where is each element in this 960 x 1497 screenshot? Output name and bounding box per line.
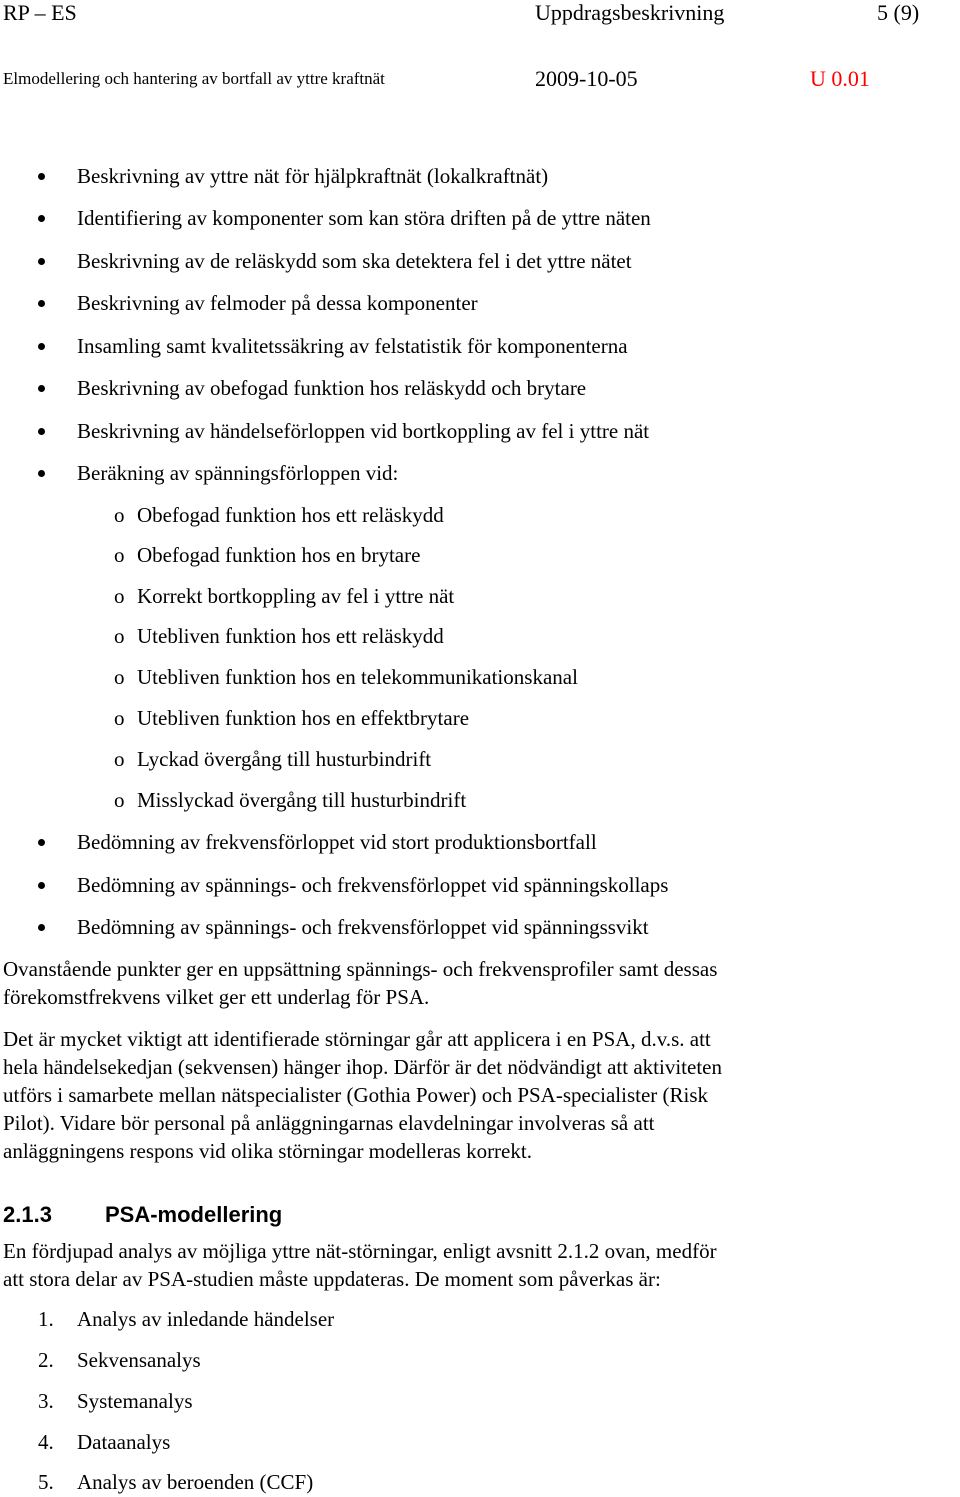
sub-list-item-text: Misslyckad övergång till husturbindrift [137,788,467,812]
item-number: 4. [38,1430,54,1454]
list-item-text: Bedömning av frekvensförloppet vid stort produktionsbortfall [77,830,597,854]
paragraph-line: Ovanstående punkter ger en uppsättning spännings- och frekvensprofiler samt dessas [3,957,718,981]
item-text: Analys av beroenden (CCF) [77,1470,314,1494]
sub-list-item-text: Utebliven funktion hos en telekommunikationskanal [137,665,578,689]
list-item-text: Identifiering av komponenter som kan störa driften på de yttre näten [77,206,651,230]
list-item-text: Bedömning av spännings- och frekvensförloppet vid spänningssvikt [77,915,649,939]
item-text: Analys av inledande händelser [77,1307,335,1331]
header-version: U 0.01 [810,66,870,91]
list-item-text: Beskrivning av yttre nät för hjälpkraftnät (lokalkraftnät) [77,164,549,188]
bullet-icon [38,385,45,392]
list-item-text: Insamling samt kvalitetssäkring av felstatistik för komponenterna [77,334,628,358]
item-number: 1. [38,1307,54,1331]
bullet-icon [38,924,45,931]
sub-bullet-marker: o [114,747,125,771]
header-doc-title: Elmodellering och hantering av bortfall av yttre kraftnät [3,69,385,88]
bullet-icon [38,343,45,350]
list-item-text: Beskrivning av obefogad funktion hos reläskydd och brytare [77,376,587,400]
bullet-icon [38,258,45,265]
list-item-text: Beräkning av spänningsförloppen vid: [77,461,399,485]
bullet-icon [38,300,45,307]
list-item-text: Bedömning av spännings- och frekvensförloppet vid spänningskollaps [77,873,669,897]
bullet-icon [38,470,45,477]
bullet-icon [38,173,45,180]
sub-list-item-text: Utebliven funktion hos ett reläskydd [137,624,444,648]
bullet-icon [38,882,45,889]
paragraph-profiles [3,955,853,1011]
paragraph-line: Det är mycket viktigt att identifierade störningar går att applicera i en PSA, d.v.s. att [3,1027,711,1051]
list-item-text: Beskrivning av de reläskydd som ska detektera fel i det yttre nätet [77,249,632,273]
bullet-icon [38,428,45,435]
sub-bullet-marker: o [114,624,125,648]
sub-bullet-marker: o [114,503,125,527]
sub-list-item-text: Korrekt bortkoppling av fel i yttre nät [137,584,455,608]
sub-bullet-marker: o [114,706,125,730]
item-text: Sekvensanalys [77,1348,201,1372]
sub-list-item-text: Utebliven funktion hos en effektbrytare [137,706,470,730]
sub-bullet-marker: o [114,584,125,608]
paragraph-line: att stora delar av PSA-studien måste uppdateras. De moment som påverkas är: [3,1267,661,1291]
sub-bullet-marker: o [114,543,125,567]
section-number: 2.1.3 [3,1202,52,1227]
item-number: 5. [38,1470,54,1494]
paragraph-line: utförs i samarbete mellan nätspecialister (Gothia Power) och PSA-specialister (Risk [3,1083,709,1107]
header-doc-type: Uppdragsbeskrivning [535,0,725,25]
sub-bullet-marker: o [114,665,125,689]
section-title: PSA-modellering [105,1202,283,1227]
header-date: 2009-10-05 [535,66,638,91]
item-text: Dataanalys [77,1430,171,1454]
paragraph-line: hela händelsekedjan (sekvensen) hänger ihop. Därför är det nödvändigt att aktiviteten [3,1055,722,1079]
item-text: Systemanalys [77,1389,193,1413]
item-number: 3. [38,1389,54,1413]
list-item-text: Beskrivning av felmoder på dessa komponenter [77,291,478,315]
paragraph-importance [3,1025,853,1165]
sub-bullet-marker: o [114,788,125,812]
item-number: 2. [38,1348,54,1372]
sub-list-item-text: Obefogad funktion hos en brytare [137,543,421,567]
sub-list-item-text: Obefogad funktion hos ett reläskydd [137,503,444,527]
paragraph-line: Pilot). Vidare bör personal på anläggningarnas elavdelningar involveras så att [3,1111,655,1135]
paragraph-psa-intro [3,1237,853,1293]
list-item-text: Beskrivning av händelseförloppen vid bortkoppling av fel i yttre nät [77,419,650,443]
header-org: RP – ES [3,0,77,25]
paragraph-line: förekomstfrekvens vilket ger ett underlag för PSA. [3,985,430,1009]
header-page-number: 5 (9) [877,0,920,25]
sub-list-item-text: Lyckad övergång till husturbindrift [137,747,432,771]
bullet-icon [38,215,45,222]
paragraph-line: anläggningens respons vid olika störningar modelleras korrekt. [3,1139,532,1163]
paragraph-line: En fördjupad analys av möjliga yttre nät-störningar, enligt avsnitt 2.1.2 ovan, medför [3,1239,717,1263]
bullet-icon [38,839,45,846]
